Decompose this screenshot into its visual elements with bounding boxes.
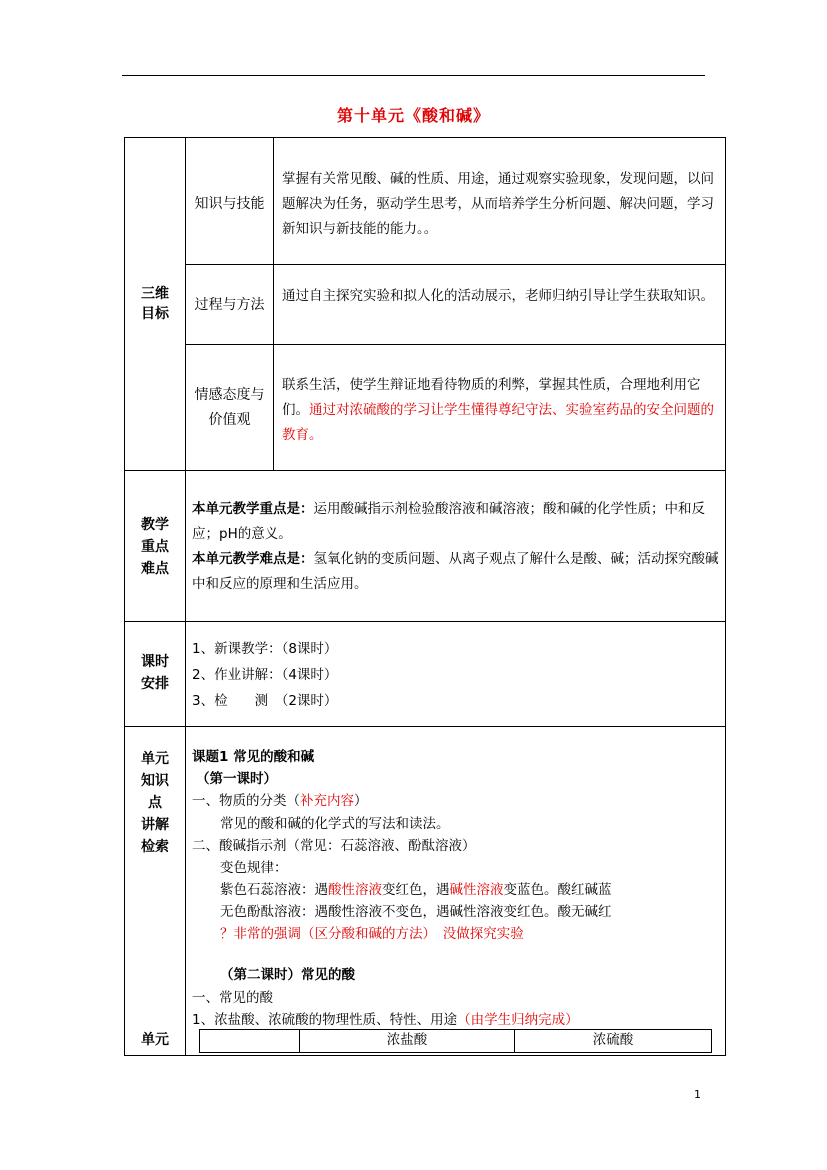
section-common-acids: 一、常见的酸: [192, 990, 273, 1006]
schedule-item: 3、检 测 （2课时）: [192, 693, 338, 709]
emphasis-note: ？非常的强调（区分酸和碱的方法） 没做探究实验: [220, 926, 524, 942]
goal-name-attitude-line: 情感态度与: [194, 387, 265, 403]
phenolphthalein-rule: 无色酚酞溶液：遇酸性溶液不变色，遇碱性溶液变红色。酸无碱红: [220, 904, 612, 920]
schedule-label-line: 课时: [141, 654, 169, 670]
litmus-rule-part: 变蓝色。酸红碱蓝: [503, 882, 612, 898]
goal-text-knowledge: 掌握有关常见酸、碱的性质、用途，通过观察实验现象，发现问题，以问题解决为任务，驱动学生思考，从而培养学生分析问题、解决问题，学习新知识与新技能的能力。。: [282, 171, 714, 237]
goals-label-line: 目标: [141, 306, 169, 322]
page-title: 第十单元《酸和碱》: [336, 106, 490, 125]
goals-label: [124, 284, 186, 324]
comparison-header-blank: [199, 1029, 300, 1053]
key-points-text: 运用酸碱指示剂检验酸溶液和碱溶液；酸和碱的化学性质；中和反应；pH的意义。: [192, 501, 705, 542]
litmus-rule-part: 紫色石蕊溶液：遇: [220, 882, 328, 898]
knowledge-label-line: 检索: [141, 839, 169, 855]
litmus-rule: [220, 879, 612, 901]
schedule-label-line: 安排: [141, 676, 169, 692]
focus-label-line: 教学: [141, 517, 169, 533]
goal-text-attitude: [282, 373, 722, 448]
color-rule-label: 变色规律：: [220, 860, 288, 876]
focus-label-line: 难点: [141, 561, 169, 577]
goal-text-attitude-red: 通过对浓硫酸的学习让学生懂得尊纪守法、实验室药品的安全问题的教育。: [282, 402, 714, 443]
section-classification-note: 补充内容: [300, 793, 354, 809]
schedule-item: 2、作业讲解：（4课时）: [192, 667, 338, 683]
goal-name-process: 过程与方法: [194, 297, 265, 313]
knowledge-label-line: 讲解: [141, 817, 169, 833]
page-number: 1: [694, 1088, 701, 1101]
classification-detail: 常见的酸和碱的化学式的写法和读法。: [220, 816, 450, 832]
acid-properties-text: 1、浓盐酸、浓硫酸的物理性质、特性、用途: [192, 1012, 458, 1028]
comparison-header-h2so4: 浓硫酸: [592, 1032, 634, 1048]
section-indicators: 二、酸碱指示剂（常见：石蕊溶液、酚酞溶液）: [192, 838, 476, 854]
knowledge-label-line: 点: [148, 795, 162, 811]
schedule-list: [192, 636, 337, 714]
litmus-rule-part: 变红色，遇: [382, 882, 450, 898]
focus-label: [124, 514, 186, 580]
section-classification: [192, 790, 368, 812]
goal-name-attitude: [185, 383, 274, 433]
goals-label-line: 三维: [141, 286, 169, 302]
difficult-points-label: 本单元教学难点是：: [192, 551, 314, 567]
difficult-points: [192, 547, 720, 597]
focus-content: [192, 497, 720, 597]
schedule-label: [124, 651, 186, 695]
header-rule: [122, 75, 705, 76]
difficult-points-text: 氢氧化钠的变质问题、从离子观点了解什么是酸、碱；活动探究酸碱中和反应的原理和生活应用。: [192, 551, 719, 592]
litmus-base: 碱性溶液: [449, 882, 504, 898]
litmus-acid: 酸性溶液: [328, 882, 382, 898]
lesson-one-label: （第一课时）: [196, 771, 277, 787]
goal-name-attitude-line: 价值观: [208, 412, 251, 428]
goal-text-process: 通过自主探究实验和拟人化的活动展示，老师归纳引导让学生获取知识。: [282, 288, 714, 304]
knowledge-label-line: 知识: [141, 773, 169, 789]
goal-text-attitude-main: 联系生活，使学生辩证地看待物质的利弊，掌握其性质，合理地利用它们。: [282, 377, 701, 418]
section-classification-close: ）: [354, 793, 368, 809]
focus-label-line: 重点: [141, 539, 169, 555]
section-classification-text: 一、物质的分类（: [192, 793, 300, 809]
knowledge-label: [124, 748, 186, 858]
knowledge-label-line: 单元: [141, 751, 169, 767]
comparison-header-hcl: 浓盐酸: [386, 1032, 428, 1048]
key-points: [192, 497, 720, 547]
acid-properties-note: （由学生归纳完成）: [457, 1012, 579, 1028]
schedule-item: 1、新课教学：（8课时）: [192, 641, 338, 657]
goal-name-knowledge: 知识与技能: [194, 196, 265, 212]
key-points-label: 本单元教学重点是：: [192, 501, 314, 517]
topic-title: 课题1 常见的酸和碱: [192, 749, 315, 765]
bottom-label: 单元: [141, 1032, 169, 1048]
lesson-two-label: （第二课时）常见的酸: [220, 967, 355, 983]
